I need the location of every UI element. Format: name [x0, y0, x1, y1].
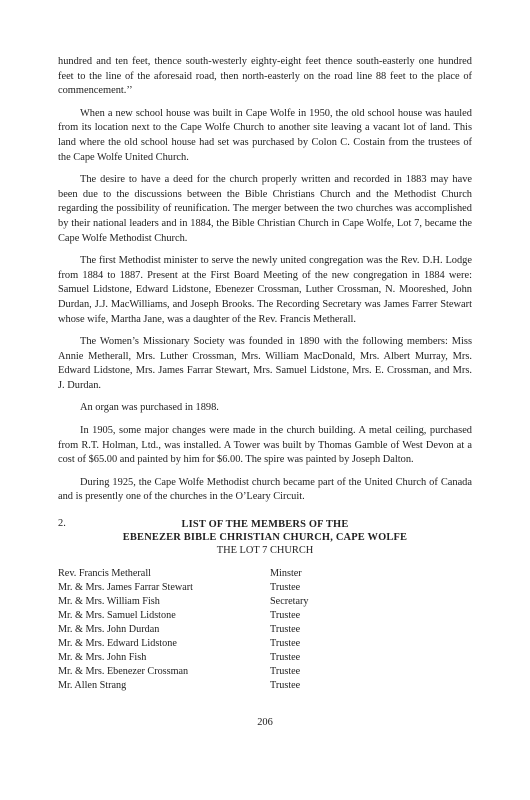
member-role: Trustee: [270, 610, 301, 622]
member-name: Mr. & Mrs. Samuel Lidstone: [58, 610, 176, 622]
section-title-line-2: EBENEZER BIBLE CHRISTIAN CHURCH, CAPE WOLFE: [122, 532, 408, 544]
members-list: [58, 567, 472, 693]
list-item: [58, 595, 472, 609]
member-role: Secretary: [270, 596, 309, 608]
paragraph-organ: An organ was purchased in 1898.: [80, 402, 219, 414]
member-name: Rev. Francis Metherall: [58, 568, 151, 580]
member-name: Mr. & Mrs. John Fish: [58, 652, 147, 664]
list-item: [58, 567, 472, 581]
member-name: Mr. Allen Strang: [58, 680, 127, 692]
member-role: Trustee: [270, 652, 301, 664]
member-role: Minster: [270, 568, 302, 580]
member-name: Mr. & Mrs. John Durdan: [58, 624, 160, 636]
member-name: Mr. & Mrs. Ebenezer Crossman: [58, 666, 189, 678]
section-subtitle: THE LOT 7 CHURCH: [216, 545, 314, 557]
list-item: [58, 679, 472, 693]
list-item: [58, 609, 472, 623]
list-item: [58, 637, 472, 651]
paragraph-first-minister: The first Methodist minister to serve the newly united congregation was the Rev. D.H. Lodge from 1884 to 1887. Present at the First Board Meeting of the new congregation in 1884 were: Samuel Lidstone, Edward Lidstone, Ebenezer Crossman, Luther Crossman, N. Mooreshed, John Durdan, J.J. MacWilliams, and Joseph Brooks. The Recording Secretary was James Farrer Stewart whose wife, Martha Jane, was a daughter of the Rev. Francis Metherall.: [58, 255, 472, 325]
member-role: Trustee: [270, 680, 301, 692]
section-title-line-1: LIST OF THE MEMBERS OF THE: [181, 519, 349, 531]
member-role: Trustee: [270, 624, 301, 636]
paragraph-1905-changes: In 1905, some major changes were made in the church building. A metal ceiling, purchased from R.T. Holman, Ltd., was installed. A Tower was built by Thomas Gamble of West Devon at a cost of $65.00 and painted by him for $6.00. The spire was painted by Joseph Dalton.: [58, 425, 472, 466]
document-page: [58, 55, 472, 745]
page-number: 206: [257, 717, 273, 728]
member-role: Trustee: [270, 638, 301, 650]
section-number: 2.: [58, 518, 66, 530]
paragraph-school-house: When a new school house was built in Cape Wolfe in 1950, the old school house was hauled from its location next to the Cape Wolfe Church to another site leaving a vacant lot of land. This land where the old school house had set was purchased by Colon C. Costain from the trustees of the Cape Wolfe United Church.: [58, 107, 472, 163]
list-item: [58, 581, 472, 595]
paragraph-united-church: During 1925, the Cape Wolfe Methodist church became part of the United Church of Canada and is presently one of the churches in the O’Leary Circuit.: [58, 476, 472, 503]
list-item: [58, 623, 472, 637]
member-role: Trustee: [270, 666, 301, 678]
list-item: [58, 651, 472, 665]
member-name: Mr. & Mrs. James Farrar Stewart: [58, 582, 193, 594]
paragraph-church-merger: The desire to have a deed for the church properly written and recorded in 1883 may have been due to the discussions between the Bible Christians Church and the Methodist Church regarding the possibility of reunification. The merger between the two churches was accomplished by their national leaders and in 1884, the Bible Christian Church in Cape Wolfe, Lot 7, became the Cape Wolfe Methodist Church.: [58, 174, 472, 244]
paragraph-missionary-society: The Women’s Missionary Society was founded in 1890 with the following members: Miss Annie Metherall, Mrs. Luther Crossman, Mrs. William MacDonald, Mrs. Albert Murray, Mrs. Edward Lidstone, Mrs. James Farrar Stewart, Mrs. Samuel Lidstone, Mrs. E. Crossman, and Mrs. J. Durdan.: [58, 336, 472, 391]
member-name: Mr. & Mrs. William Fish: [58, 596, 160, 608]
list-item: [58, 665, 472, 679]
members-section-heading: [58, 518, 472, 557]
member-name: Mr. & Mrs. Edward Lidstone: [58, 638, 177, 650]
member-role: Trustee: [270, 582, 301, 594]
paragraph-deed-description: hundred and ten feet, thence south-westerly eighty-eight feet thence south-easterly one hundred feet to the line of the aforesaid road, then north-easterly on the road line 88 feet to the place of commencement.’’: [58, 56, 472, 97]
